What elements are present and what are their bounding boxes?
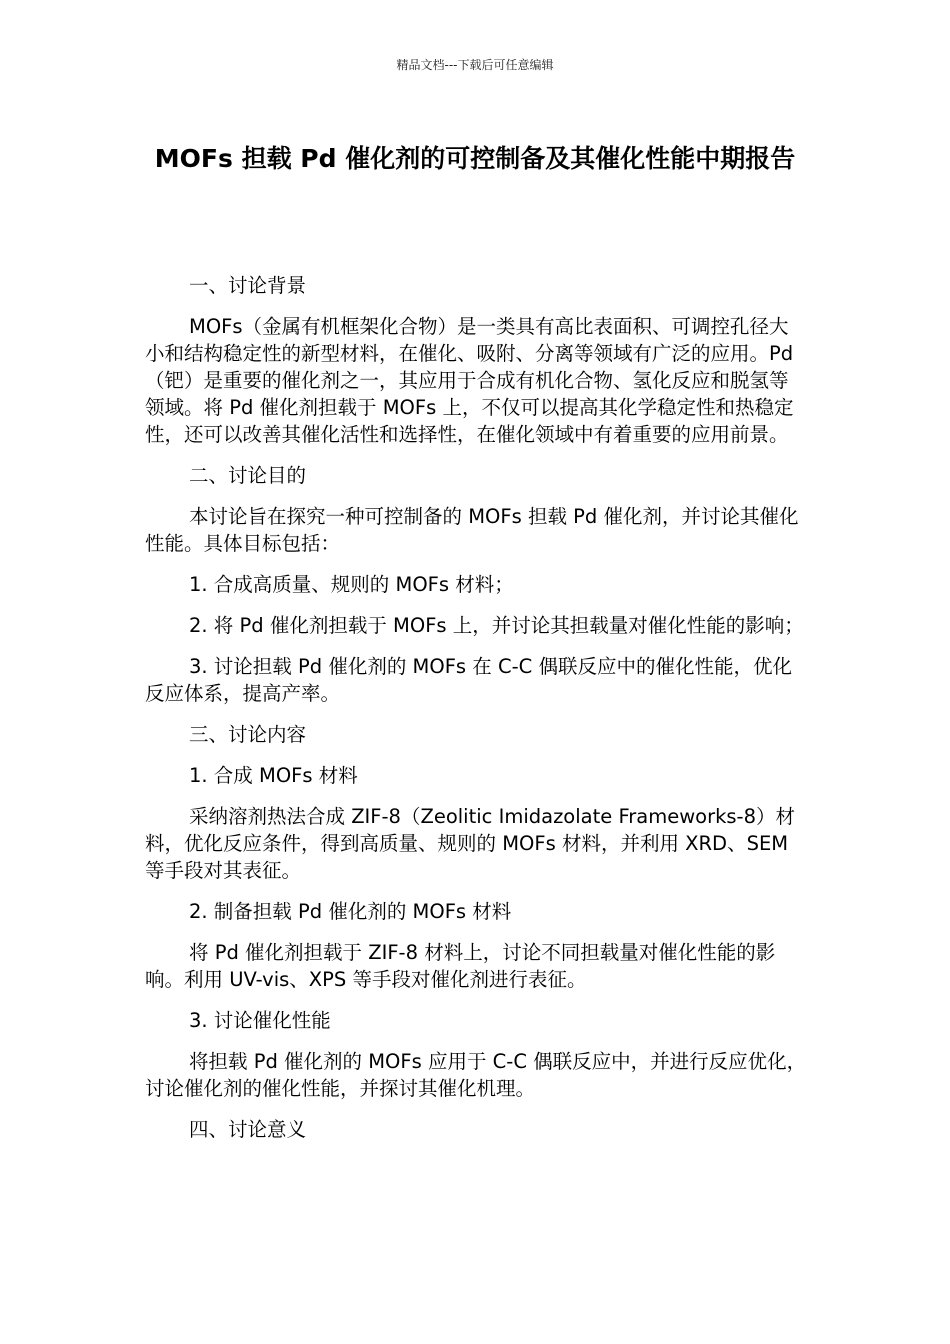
list-item-goal-3: 3. 讨论担载 Pd 催化剂的 MOFs 在 C-C 偶联反应中的催化性能，优化反应体系，提高产率。 xyxy=(145,655,792,705)
paragraph-synthesis: 采纳溶剂热法合成 ZIF-8（Zeolitic Imidazolate Frameworks-8）材料，优化反应条件，得到高质量、规则的 MOFs 材料，并利用 XRD、SEM 等手段对其表征。 xyxy=(145,805,795,882)
section-heading-content: 三、讨论内容 xyxy=(189,723,307,746)
section-heading-purpose: 二、讨论目的 xyxy=(189,464,307,487)
list-item-goal-1: 1. 合成高质量、规则的 MOFs 材料； xyxy=(189,573,514,596)
subheading-preparation: 2. 制备担载 Pd 催化剂的 MOFs 材料 xyxy=(189,900,512,923)
paragraph-preparation: 将 Pd 催化剂担载于 ZIF-8 材料上，讨论不同担载量对催化性能的影响。利用 UV-vis、XPS 等手段对催化剂进行表征。 xyxy=(145,941,776,991)
document-title: MOFs 担载 Pd 催化剂的可控制备及其催化性能中期报告 xyxy=(154,144,796,173)
paragraph-background: MOFs（金属有机框架化合物）是一类具有高比表面积、可调控孔径大小和结构稳定性的新型材料，在催化、吸附、分离等领域有广泛的应用。Pd（钯）是重要的催化剂之一，其应用于合成有机化合物、氢化反应和脱氢等领域。将 Pd 催化剂担载于 MOFs 上，不仅可以提高其化学稳定性和热稳定性，还可以改善其催化活性和选择性，在催化领域中有着重要的应用前景。 xyxy=(145,315,794,446)
section-heading-significance: 四、讨论意义 xyxy=(189,1118,307,1141)
list-item-goal-2: 2. 将 Pd 催化剂担载于 MOFs 上，并讨论其担载量对催化性能的影响； xyxy=(189,614,804,637)
subheading-synthesis: 1. 合成 MOFs 材料 xyxy=(189,764,358,787)
paragraph-catalysis: 将担载 Pd 催化剂的 MOFs 应用于 C-C 偶联反应中，并进行反应优化，讨论催化剂的催化性能，并探讨其催化机理。 xyxy=(145,1050,807,1100)
header-note: 精品文档---下载后可任意编辑 xyxy=(396,58,554,72)
section-heading-background: 一、讨论背景 xyxy=(189,274,307,297)
subheading-catalysis: 3. 讨论催化性能 xyxy=(189,1009,331,1032)
paragraph-purpose: 本讨论旨在探究一种可控制备的 MOFs 担载 Pd 催化剂，并讨论其催化性能。具体目标包括： xyxy=(145,505,799,555)
document-body xyxy=(145,272,807,1157)
